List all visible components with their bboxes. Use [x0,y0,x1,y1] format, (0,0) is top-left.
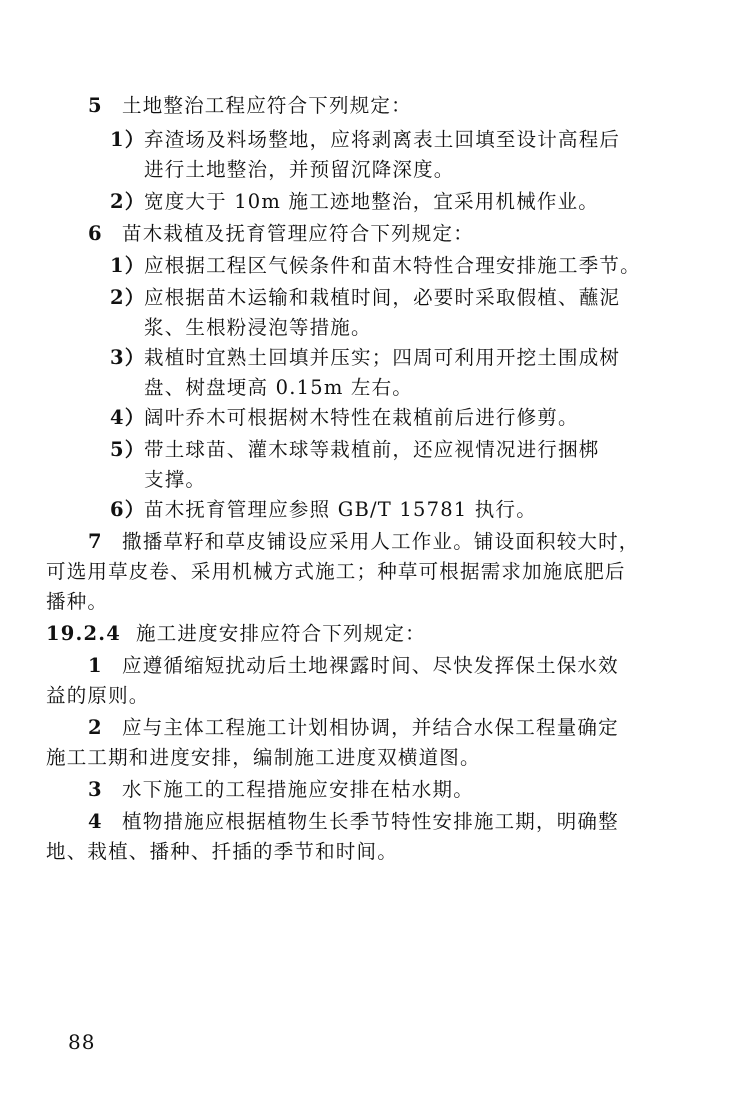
section-heading [46,620,426,648]
item-text: 植物措施应根据植物生长季节特性安排施工期，明确整 [122,810,619,833]
item-number: 3 [88,778,103,801]
sub-item [110,188,599,216]
sub-item-number: 2） [110,286,146,309]
sub-item [110,252,641,280]
sub-item-continuation: 进行土地整治，并预留沉降深度。 [144,158,455,181]
item-number: 4 [88,810,103,833]
paragraph-continuation: 可选用草皮卷、采用机械方式施工；种草可根据需求加施底肥后 [46,560,626,583]
item-text: 应与主体工程施工计划相协调，并结合水保工程量确定 [122,716,619,739]
section-number: 19.2.4 [46,622,122,645]
sub-item-continuation: 浆、生根粉浸泡等措施。 [144,316,372,339]
paragraph-continuation: 益的原则。 [46,684,150,707]
section-text: 施工进度安排应符合下列规定： [136,622,426,645]
item-number: 2 [88,716,103,739]
sub-item-text: 弃渣场及料场整地，应将剥离表土回填至设计高程后 [144,128,621,151]
sub-item-text: 栽植时宜熟土回填并压实；四周可利用开挖土围成树 [144,346,621,369]
item-5-heading [88,92,412,120]
sub-item-continuation: 盘、树盘埂高 0.15m 左右。 [144,376,414,399]
sub-item-text: 带土球苗、灌木球等栽植前，还应视情况进行捆梆 [144,438,600,461]
item-7-paragraph [88,528,640,556]
sub-item-number: 2） [110,190,146,213]
paragraph-continuation: 播种。 [46,590,109,613]
sub-item-number: 6） [110,498,146,521]
item-6-heading [88,220,474,248]
item-text: 土地整治工程应符合下列规定： [122,94,412,117]
sub-item-number: 3） [110,346,146,369]
item-number: 6 [88,222,103,245]
sub-item-number: 5） [110,438,146,461]
sub-item-number: 1） [110,128,146,151]
item-number: 7 [88,530,103,553]
item-text: 苗木栽植及抚育管理应符合下列规定： [122,222,474,245]
sub-item [110,126,620,154]
sub-item-text: 应根据工程区气候条件和苗木特性合理安排施工季节。 [144,254,641,277]
sub-item [110,284,620,312]
sub-item-number: 4） [110,406,146,429]
sub-item-text: 阔叶乔木可根据树木特性在栽植前后进行修剪。 [144,406,579,429]
sub-item-text: 宽度大于 10m 施工迹地整治，宜采用机械作业。 [144,190,600,213]
item-number: 1 [88,654,103,677]
item-text: 应遵循缩短扰动后土地裸露时间、尽快发挥保土保水效 [122,654,619,677]
section-item [88,808,619,836]
page-number: 88 [68,1030,96,1054]
paragraph-continuation: 地、栽植、播种、扦插的季节和时间。 [46,840,398,863]
sub-item [110,344,620,372]
section-item [88,776,474,804]
sub-item-number: 1） [110,254,146,277]
section-item [88,652,619,680]
item-number: 5 [88,94,103,117]
item-text: 水下施工的工程措施应安排在枯水期。 [122,778,474,801]
sub-item [110,436,599,464]
sub-item-text: 苗木抚育管理应参照 GB/T 15781 执行。 [144,498,537,521]
sub-item [110,496,537,524]
sub-item [110,404,579,432]
sub-item-continuation: 支撑。 [144,468,207,491]
sub-item-text: 应根据苗木运输和栽植时间，必要时采取假植、蘸泥 [144,286,621,309]
paragraph-continuation: 施工工期和进度安排，编制施工进度双横道图。 [46,746,481,769]
item-text: 撒播草籽和草皮铺设应采用人工作业。铺设面积较大时， [122,530,640,553]
section-item [88,714,619,742]
